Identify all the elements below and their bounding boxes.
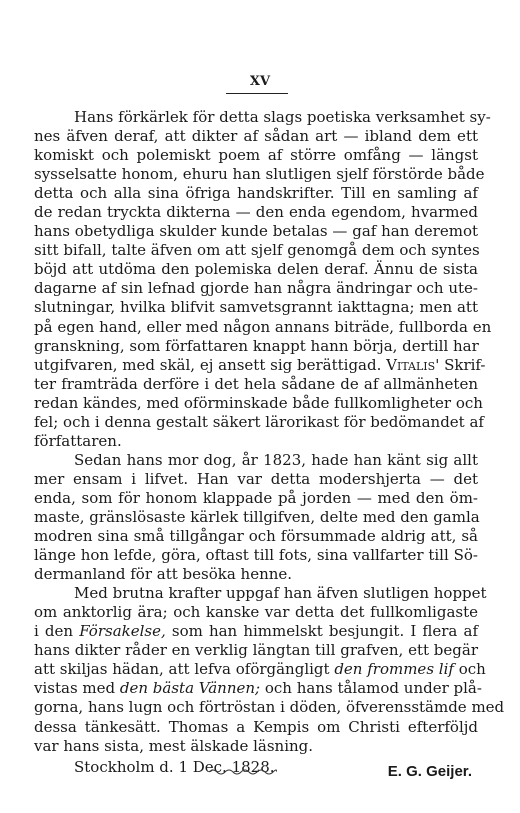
page-number-rule — [226, 93, 288, 94]
text-line: böjd att utdöma den polemiska delen deraf. Ännu de sista — [34, 260, 478, 279]
text-line: författaren. — [34, 431, 122, 450]
italic-phrase: Försakelse, — [79, 622, 166, 641]
text-segment: och — [453, 660, 486, 679]
text-segment: utgifvaren, med skäl, ej ansett sig berättigad. — [34, 355, 382, 374]
text-line: detta och alla sina öfriga handskrifter. Till en samling af — [34, 184, 478, 203]
text-segment: vistas med — [34, 679, 120, 698]
text-line: sitt bifall, talte äfven om att sjelf genomgå dem och syntes — [34, 241, 480, 260]
text-line: gorna, hans lugn och förtröstan i döden, öfverensstämde med — [34, 698, 505, 717]
text-line: granskning, som författaren knappt hann börja, dertill har — [34, 336, 479, 355]
text-line: komiskt och polemiskt poem af större omfång — längst — [34, 146, 478, 165]
text-line: maste, gränslösaste kärlek tillgifven, delte med den gamla — [34, 507, 480, 526]
text-line-mixed — [34, 660, 486, 679]
text-line: mer ensam i lifvet. Han var detta modershjerta — det — [34, 469, 478, 488]
text-line: ter framträda derföre i det hela sådane de af allmänheten — [34, 374, 478, 393]
text-segment: att skiljas hädan, att lefva oförgängligt — [34, 660, 335, 679]
text-line: var hans sista, mest älskade läsning. — [34, 736, 314, 755]
text-segment: i den — [34, 622, 80, 641]
text-line: dessa tänkesätt. Thomas a Kempis om Christi efterföljd — [34, 717, 478, 736]
text-line: på egen hand, eller med någon annans biträde, fullborda en — [34, 317, 492, 336]
text-line-mixed — [34, 679, 482, 698]
text-line: fel; och i denna gestalt säkert lärorikast för bedömandet af — [34, 412, 484, 431]
text-line: modren sina små tillgångar och försummade aldrig att, så — [34, 527, 478, 546]
italic-phrase: den bästa Vännen; — [119, 679, 261, 698]
text-segment: som han himmelskt besjungit. I flera af — [165, 622, 479, 641]
page-number: XV — [249, 74, 271, 89]
wavy-ornament — [209, 768, 277, 776]
text-line-mixed — [34, 622, 478, 641]
signature: E. G. Geijer. — [387, 762, 472, 780]
text-line: redan kändes, med oförminskade både fullkomligheter och — [34, 393, 483, 412]
text-line: dagarne af sin lefnad gjorde han några ändringar och ute- — [34, 279, 478, 298]
text-line: länge hon lefde, göra, oftast till fots, sina vallfarter till Sö- — [34, 546, 478, 565]
place-date: Stockholm d. 1 Dec. 1828. — [74, 757, 275, 776]
text-line: hans obetydliga skulder kunde betalas — gaf han deremot — [34, 222, 478, 241]
text-line: om anktorlig ära; och kanske var detta det fullkomligaste — [34, 603, 478, 622]
text-segment: ' Skrif- — [435, 355, 486, 374]
text-segment: och hans tålamod under plå- — [260, 679, 482, 698]
text-line: slutningar, hvilka blifvit samvetsgrannt iakttagna; men att — [34, 298, 478, 317]
text-line: Med brutna krafter uppgaf han äfven slutligen hoppet — [74, 584, 487, 603]
author-name-vitalis: Vitalis — [386, 355, 436, 374]
text-line: nes äfven deraf, att dikter af sådan art — ibland dem ett — [34, 127, 478, 146]
text-line: dermanland för att besöka henne. — [34, 565, 293, 584]
body-text — [34, 108, 505, 780]
text-line-mixed — [34, 355, 486, 375]
italic-phrase: den frommes lif — [334, 660, 454, 679]
text-line: Sedan hans mor dog, år 1823, hade han känt sig allt — [74, 450, 478, 469]
text-line: Hans förkärlek för detta slags poetiska verksamhet sy- — [74, 108, 491, 126]
text-line: de redan tryckta dikterna — den enda egendom, hvarmed — [34, 203, 478, 222]
text-line: sysselsatte honom, ehuru han slutligen sjelf förstörde både — [34, 165, 485, 184]
text-line: hans dikter råder en verklig längtan till grafven, ett begär — [34, 641, 478, 660]
text-line: enda, som för honom klappade på jorden — med den öm- — [34, 488, 478, 507]
